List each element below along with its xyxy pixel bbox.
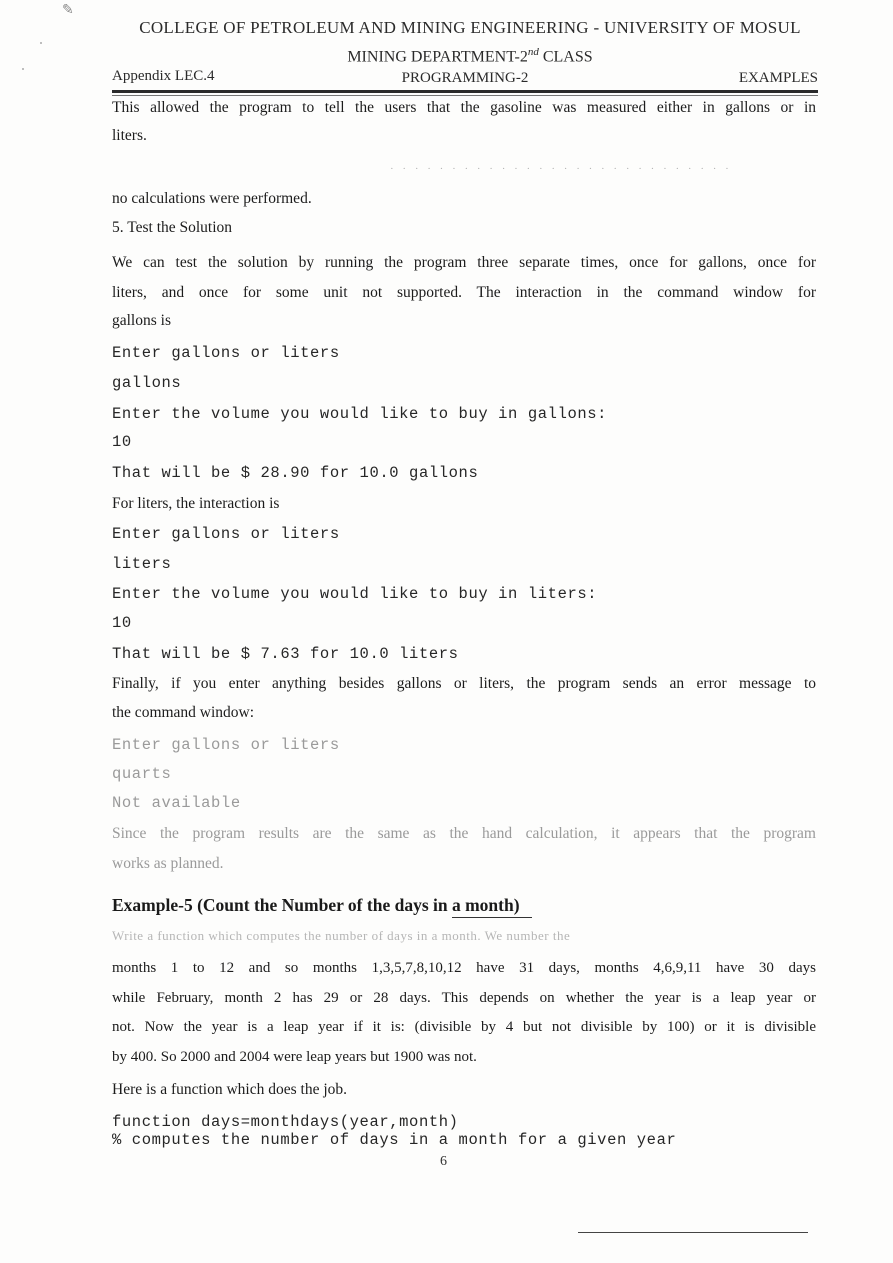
code-line: That will be $ 28.90 for 10.0 gallons [112, 464, 479, 482]
code-line: 10 [112, 614, 132, 632]
code-line: That will be $ 7.63 for 10.0 liters [112, 645, 459, 663]
paragraph-line: while February, month 2 has 29 or 28 days. This depends on whether the year is a leap year or [112, 990, 816, 1006]
code-line: gallons [112, 374, 182, 392]
course-label: PROGRAMMING-2 [401, 70, 529, 86]
paragraph-line: no calculations were performed. [112, 190, 312, 207]
paragraph-line: the command window: [112, 704, 255, 721]
paragraph-line: not. Now the year is a leap year if it is: (divisible by 4 but not divisible by 100) or it is divisible [112, 1019, 816, 1035]
paragraph-line: gallons is [112, 312, 171, 329]
code-line: Enter the volume you would like to buy in liters: [112, 585, 598, 603]
department-prefix: MINING DEPARTMENT-2 [347, 48, 528, 66]
code-line: Enter the volume you would like to buy in gallons: [112, 405, 608, 423]
example-heading: Example-5 (Count the Number of the days in a month) [112, 895, 520, 915]
page-number: 6 [440, 1154, 447, 1169]
department-line [100, 46, 840, 66]
code-line: Enter gallons or liters [112, 344, 340, 362]
scan-mark-icon: ✎ [62, 3, 74, 18]
paragraph-line: Since the program results are the same as the hand calculation, it appears that the program [112, 825, 816, 842]
paragraph-line: This allowed the program to tell the users that the gasoline was measured either in gallons or in [112, 99, 816, 116]
step-heading: 5. Test the Solution [112, 219, 233, 236]
paragraph-line: liters, and once for some unit not supported. The interaction in the command window for [112, 284, 816, 301]
paragraph-line: months 1 to 12 and so months 1,3,5,7,8,10,12 have 31 days, months 4,6,9,11 have 30 days [112, 960, 816, 976]
appendix-label: Appendix LEC.4 [112, 68, 215, 84]
header-rule-thin [112, 95, 818, 96]
code-line: % computes the number of days in a month for a given year [112, 1131, 677, 1149]
code-line: function days=monthdays(year,month) [112, 1113, 459, 1131]
scan-speck [40, 42, 42, 44]
code-line: liters [112, 555, 172, 573]
paragraph-line: liters. [112, 127, 147, 144]
code-line: 10 [112, 433, 132, 451]
paragraph-line: Here is a function which does the job. [112, 1081, 348, 1098]
paragraph-line: Finally, if you enter anything besides gallons or liters, the program sends an error message to [112, 675, 816, 692]
code-line: Not available [112, 794, 241, 812]
paragraph-line: For liters, the interaction is [112, 495, 280, 512]
code-line: Enter gallons or liters [112, 525, 340, 543]
paragraph-line: We can test the solution by running the program three separate times, once for gallons, once for [112, 254, 816, 271]
college-title: COLLEGE OF PETROLEUM AND MINING ENGINEERING - UNIVERSITY OF MOSUL [139, 18, 801, 37]
code-line: quarts [112, 765, 172, 783]
department-suffix: CLASS [538, 48, 593, 66]
scan-speck [22, 68, 24, 70]
section-label: EXAMPLES [738, 70, 818, 86]
code-line: Enter gallons or liters [112, 736, 340, 754]
paragraph-line: works as planned. [112, 855, 224, 872]
heading-underline [452, 917, 532, 918]
department-ordinal: nd [527, 46, 539, 58]
faint-scan-line: · · · · · · · · · · · · · · · · · · · · · · · · · · · · [390, 163, 732, 175]
header-rule [112, 90, 818, 93]
footer-rule [578, 1232, 808, 1233]
paragraph-line: by 400. So 2000 and 2004 were leap years but 1900 was not. [112, 1049, 477, 1065]
faint-scan-line: Write a function which computes the number of days in a month. We number the [112, 928, 571, 943]
